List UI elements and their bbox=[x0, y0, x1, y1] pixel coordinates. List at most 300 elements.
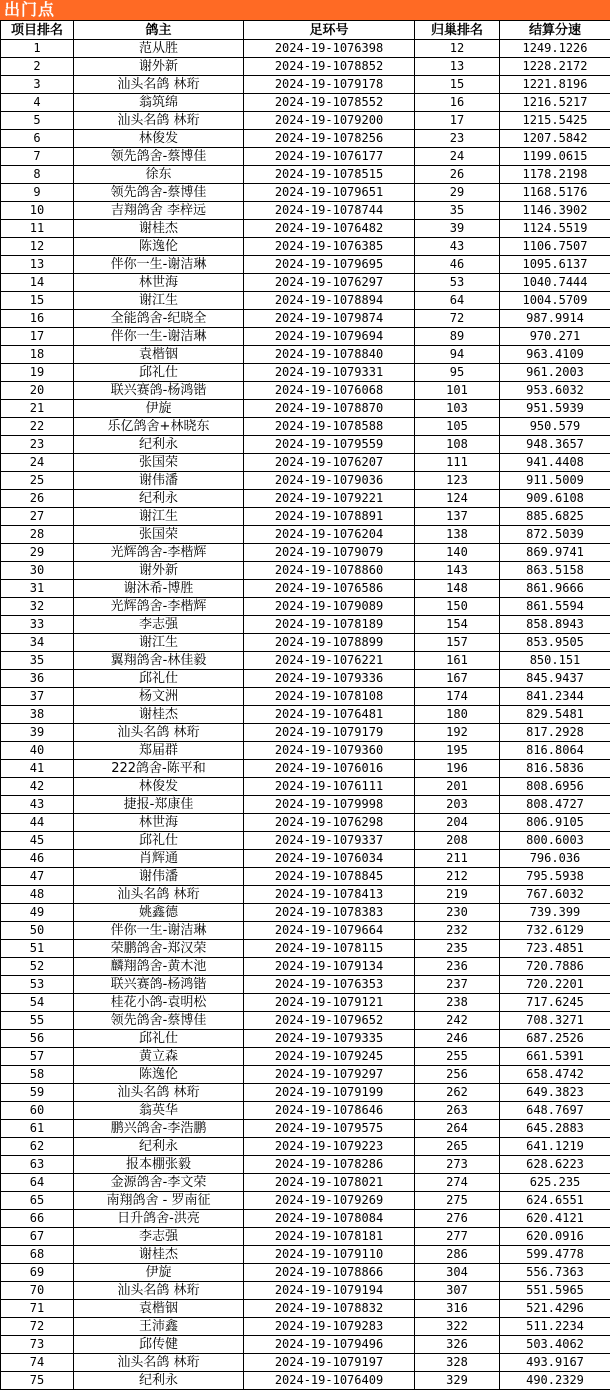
table-row bbox=[1, 940, 610, 958]
return-rank-cell: 265 bbox=[415, 1138, 500, 1156]
return-rank-cell: 180 bbox=[415, 706, 500, 724]
speed-cell: 808.6956 bbox=[500, 778, 610, 796]
table-row bbox=[1, 1354, 610, 1372]
owner-cell: 金源鸽舍-李文荣 bbox=[74, 1174, 244, 1192]
table-row bbox=[1, 778, 610, 796]
header-owner: 鸽主 bbox=[74, 21, 244, 40]
speed-cell: 1228.2172 bbox=[500, 58, 610, 76]
rank-cell: 68 bbox=[1, 1246, 74, 1264]
ring-number-cell: 2024-19-1078413 bbox=[244, 886, 415, 904]
ring-number-cell: 2024-19-1076204 bbox=[244, 526, 415, 544]
owner-cell: 纪利永 bbox=[74, 1138, 244, 1156]
table-row bbox=[1, 1372, 610, 1390]
return-rank-cell: 195 bbox=[415, 742, 500, 760]
table-row bbox=[1, 1030, 610, 1048]
owner-cell: 翼翔鸽舍-林佳毅 bbox=[74, 652, 244, 670]
return-rank-cell: 238 bbox=[415, 994, 500, 1012]
return-rank-cell: 263 bbox=[415, 1102, 500, 1120]
return-rank-cell: 53 bbox=[415, 274, 500, 292]
ring-number-cell: 2024-19-1076221 bbox=[244, 652, 415, 670]
table-row bbox=[1, 76, 610, 94]
speed-cell: 658.4742 bbox=[500, 1066, 610, 1084]
table-row bbox=[1, 436, 610, 454]
return-rank-cell: 236 bbox=[415, 958, 500, 976]
owner-cell: 伊旋 bbox=[74, 400, 244, 418]
ring-number-cell: 2024-19-1079335 bbox=[244, 1030, 415, 1048]
owner-cell: 联兴赛鸽-杨鸿锴 bbox=[74, 382, 244, 400]
rank-cell: 37 bbox=[1, 688, 74, 706]
speed-cell: 1178.2198 bbox=[500, 166, 610, 184]
ring-number-cell: 2024-19-1076111 bbox=[244, 778, 415, 796]
rank-cell: 20 bbox=[1, 382, 74, 400]
rank-cell: 23 bbox=[1, 436, 74, 454]
return-rank-cell: 148 bbox=[415, 580, 500, 598]
ring-number-cell: 2024-19-1078832 bbox=[244, 1300, 415, 1318]
rank-cell: 24 bbox=[1, 454, 74, 472]
speed-cell: 503.4062 bbox=[500, 1336, 610, 1354]
speed-cell: 869.9741 bbox=[500, 544, 610, 562]
table-row bbox=[1, 670, 610, 688]
speed-cell: 620.4121 bbox=[500, 1210, 610, 1228]
ring-number-cell: 2024-19-1076586 bbox=[244, 580, 415, 598]
rank-cell: 17 bbox=[1, 328, 74, 346]
table-row bbox=[1, 454, 610, 472]
rank-cell: 40 bbox=[1, 742, 74, 760]
owner-cell: 黄立森 bbox=[74, 1048, 244, 1066]
owner-cell: 光辉鸽舍-李楷辉 bbox=[74, 598, 244, 616]
ring-number-cell: 2024-19-1079036 bbox=[244, 472, 415, 490]
return-rank-cell: 307 bbox=[415, 1282, 500, 1300]
speed-cell: 1207.5842 bbox=[500, 130, 610, 148]
rank-cell: 59 bbox=[1, 1084, 74, 1102]
rank-cell: 42 bbox=[1, 778, 74, 796]
return-rank-cell: 316 bbox=[415, 1300, 500, 1318]
table-row bbox=[1, 526, 610, 544]
table-row bbox=[1, 544, 610, 562]
ring-number-cell: 2024-19-1076034 bbox=[244, 850, 415, 868]
owner-cell: 李志强 bbox=[74, 1228, 244, 1246]
rank-cell: 38 bbox=[1, 706, 74, 724]
table-row bbox=[1, 706, 610, 724]
table-row bbox=[1, 922, 610, 940]
return-rank-cell: 212 bbox=[415, 868, 500, 886]
owner-cell: 翁筑绵 bbox=[74, 94, 244, 112]
owner-cell: 袁楷铟 bbox=[74, 1300, 244, 1318]
owner-cell: 汕头名鸽 林珩 bbox=[74, 76, 244, 94]
owner-cell: 肖辉通 bbox=[74, 850, 244, 868]
ring-number-cell: 2024-19-1078744 bbox=[244, 202, 415, 220]
owner-cell: 伴你一生-谢洁琳 bbox=[74, 922, 244, 940]
return-rank-cell: 89 bbox=[415, 328, 500, 346]
rank-cell: 9 bbox=[1, 184, 74, 202]
speed-cell: 911.5009 bbox=[500, 472, 610, 490]
owner-cell: 林俊发 bbox=[74, 778, 244, 796]
owner-cell: 桂花小鸽-袁明松 bbox=[74, 994, 244, 1012]
ring-number-cell: 2024-19-1079221 bbox=[244, 490, 415, 508]
rank-cell: 25 bbox=[1, 472, 74, 490]
speed-cell: 861.9666 bbox=[500, 580, 610, 598]
ring-number-cell: 2024-19-1076068 bbox=[244, 382, 415, 400]
return-rank-cell: 277 bbox=[415, 1228, 500, 1246]
table-row bbox=[1, 472, 610, 490]
ring-number-cell: 2024-19-1078552 bbox=[244, 94, 415, 112]
table-row bbox=[1, 958, 610, 976]
return-rank-cell: 204 bbox=[415, 814, 500, 832]
table-row bbox=[1, 418, 610, 436]
speed-cell: 556.7363 bbox=[500, 1264, 610, 1282]
table-row bbox=[1, 1012, 610, 1030]
table-row bbox=[1, 850, 610, 868]
ring-number-cell: 2024-19-1078894 bbox=[244, 292, 415, 310]
return-rank-cell: 211 bbox=[415, 850, 500, 868]
table-row bbox=[1, 1210, 610, 1228]
speed-cell: 829.5481 bbox=[500, 706, 610, 724]
speed-cell: 1124.5519 bbox=[500, 220, 610, 238]
rank-cell: 21 bbox=[1, 400, 74, 418]
owner-cell: 荣鹏鸽舍-郑汉荣 bbox=[74, 940, 244, 958]
owner-cell: 谢沐希-博胜 bbox=[74, 580, 244, 598]
return-rank-cell: 108 bbox=[415, 436, 500, 454]
ring-number-cell: 2024-19-1078286 bbox=[244, 1156, 415, 1174]
owner-cell: 袁楷铟 bbox=[74, 346, 244, 364]
rank-cell: 34 bbox=[1, 634, 74, 652]
speed-cell: 687.2526 bbox=[500, 1030, 610, 1048]
owner-cell: 邱礼仕 bbox=[74, 1030, 244, 1048]
return-rank-cell: 95 bbox=[415, 364, 500, 382]
ring-number-cell: 2024-19-1079695 bbox=[244, 256, 415, 274]
rank-cell: 18 bbox=[1, 346, 74, 364]
owner-cell: 领先鸽舍-蔡博佳 bbox=[74, 184, 244, 202]
rank-cell: 7 bbox=[1, 148, 74, 166]
ring-number-cell: 2024-19-1079110 bbox=[244, 1246, 415, 1264]
owner-cell: 张国荣 bbox=[74, 526, 244, 544]
ring-number-cell: 2024-19-1076409 bbox=[244, 1372, 415, 1390]
ring-number-cell: 2024-19-1079559 bbox=[244, 436, 415, 454]
table-row bbox=[1, 832, 610, 850]
ring-number-cell: 2024-19-1079575 bbox=[244, 1120, 415, 1138]
speed-cell: 649.3823 bbox=[500, 1084, 610, 1102]
owner-cell: 伊旋 bbox=[74, 1264, 244, 1282]
return-rank-cell: 276 bbox=[415, 1210, 500, 1228]
speed-cell: 961.2003 bbox=[500, 364, 610, 382]
table-row bbox=[1, 634, 610, 652]
table-row bbox=[1, 382, 610, 400]
owner-cell: 姚鑫德 bbox=[74, 904, 244, 922]
speed-cell: 739.399 bbox=[500, 904, 610, 922]
speed-cell: 723.4851 bbox=[500, 940, 610, 958]
owner-cell: 王沛鑫 bbox=[74, 1318, 244, 1336]
table-row bbox=[1, 1282, 610, 1300]
ring-number-cell: 2024-19-1079197 bbox=[244, 1354, 415, 1372]
rank-cell: 73 bbox=[1, 1336, 74, 1354]
header-ring-number: 足环号 bbox=[244, 21, 415, 40]
return-rank-cell: 150 bbox=[415, 598, 500, 616]
speed-cell: 861.5594 bbox=[500, 598, 610, 616]
rank-cell: 72 bbox=[1, 1318, 74, 1336]
return-rank-cell: 219 bbox=[415, 886, 500, 904]
return-rank-cell: 13 bbox=[415, 58, 500, 76]
rank-cell: 39 bbox=[1, 724, 74, 742]
speed-cell: 511.2234 bbox=[500, 1318, 610, 1336]
speed-cell: 1106.7507 bbox=[500, 238, 610, 256]
return-rank-cell: 161 bbox=[415, 652, 500, 670]
table-row bbox=[1, 616, 610, 634]
return-rank-cell: 230 bbox=[415, 904, 500, 922]
rank-cell: 57 bbox=[1, 1048, 74, 1066]
owner-cell: 谢桂杰 bbox=[74, 706, 244, 724]
table-row bbox=[1, 148, 610, 166]
speed-cell: 872.5039 bbox=[500, 526, 610, 544]
ring-number-cell: 2024-19-1078899 bbox=[244, 634, 415, 652]
speed-cell: 987.9914 bbox=[500, 310, 610, 328]
ring-number-cell: 2024-19-1079496 bbox=[244, 1336, 415, 1354]
owner-cell: 伴你一生-谢洁琳 bbox=[74, 256, 244, 274]
header-row bbox=[1, 21, 610, 40]
owner-cell: 徐东 bbox=[74, 166, 244, 184]
owner-cell: 222鸽舍-陈平和 bbox=[74, 760, 244, 778]
ring-number-cell: 2024-19-1079336 bbox=[244, 670, 415, 688]
header-rank: 项目排名 bbox=[1, 21, 74, 40]
speed-cell: 1216.5217 bbox=[500, 94, 610, 112]
table-row bbox=[1, 256, 610, 274]
table-row bbox=[1, 130, 610, 148]
rank-cell: 1 bbox=[1, 40, 74, 58]
return-rank-cell: 105 bbox=[415, 418, 500, 436]
speed-cell: 909.6108 bbox=[500, 490, 610, 508]
ring-number-cell: 2024-19-1078256 bbox=[244, 130, 415, 148]
speed-cell: 717.6245 bbox=[500, 994, 610, 1012]
table-row bbox=[1, 724, 610, 742]
table-row bbox=[1, 994, 610, 1012]
rank-cell: 11 bbox=[1, 220, 74, 238]
return-rank-cell: 103 bbox=[415, 400, 500, 418]
return-rank-cell: 43 bbox=[415, 238, 500, 256]
owner-cell: 麟翔鸽舍-黄木池 bbox=[74, 958, 244, 976]
owner-cell: 汕头名鸽 林珩 bbox=[74, 1084, 244, 1102]
rank-cell: 32 bbox=[1, 598, 74, 616]
ring-number-cell: 2024-19-1079134 bbox=[244, 958, 415, 976]
ring-number-cell: 2024-19-1076177 bbox=[244, 148, 415, 166]
speed-cell: 645.2883 bbox=[500, 1120, 610, 1138]
ring-number-cell: 2024-19-1079694 bbox=[244, 328, 415, 346]
owner-cell: 翁英华 bbox=[74, 1102, 244, 1120]
owner-cell: 南翔鸽舍 - 罗南征 bbox=[74, 1192, 244, 1210]
rank-cell: 31 bbox=[1, 580, 74, 598]
table-row bbox=[1, 238, 610, 256]
rank-cell: 35 bbox=[1, 652, 74, 670]
rank-cell: 22 bbox=[1, 418, 74, 436]
rank-cell: 28 bbox=[1, 526, 74, 544]
ring-number-cell: 2024-19-1076482 bbox=[244, 220, 415, 238]
rank-cell: 5 bbox=[1, 112, 74, 130]
rank-cell: 4 bbox=[1, 94, 74, 112]
speed-cell: 853.9505 bbox=[500, 634, 610, 652]
speed-cell: 641.1219 bbox=[500, 1138, 610, 1156]
rank-cell: 6 bbox=[1, 130, 74, 148]
owner-cell: 邱礼仕 bbox=[74, 670, 244, 688]
ring-number-cell: 2024-19-1076385 bbox=[244, 238, 415, 256]
return-rank-cell: 328 bbox=[415, 1354, 500, 1372]
speed-cell: 1040.7444 bbox=[500, 274, 610, 292]
rank-cell: 52 bbox=[1, 958, 74, 976]
return-rank-cell: 16 bbox=[415, 94, 500, 112]
return-rank-cell: 235 bbox=[415, 940, 500, 958]
return-rank-cell: 137 bbox=[415, 508, 500, 526]
owner-cell: 杨文洲 bbox=[74, 688, 244, 706]
ring-number-cell: 2024-19-1078084 bbox=[244, 1210, 415, 1228]
table-row bbox=[1, 1318, 610, 1336]
rank-cell: 53 bbox=[1, 976, 74, 994]
return-rank-cell: 322 bbox=[415, 1318, 500, 1336]
table-row bbox=[1, 346, 610, 364]
rank-cell: 29 bbox=[1, 544, 74, 562]
ring-number-cell: 2024-19-1079269 bbox=[244, 1192, 415, 1210]
ring-number-cell: 2024-19-1078181 bbox=[244, 1228, 415, 1246]
table-row bbox=[1, 742, 610, 760]
return-rank-cell: 237 bbox=[415, 976, 500, 994]
return-rank-cell: 15 bbox=[415, 76, 500, 94]
return-rank-cell: 35 bbox=[415, 202, 500, 220]
rank-cell: 13 bbox=[1, 256, 74, 274]
owner-cell: 伴你一生-谢洁琳 bbox=[74, 328, 244, 346]
table-row bbox=[1, 166, 610, 184]
rank-cell: 65 bbox=[1, 1192, 74, 1210]
speed-cell: 863.5158 bbox=[500, 562, 610, 580]
table-row bbox=[1, 310, 610, 328]
ring-number-cell: 2024-19-1079179 bbox=[244, 724, 415, 742]
rank-cell: 54 bbox=[1, 994, 74, 1012]
table-row bbox=[1, 976, 610, 994]
owner-cell: 纪利永 bbox=[74, 1372, 244, 1390]
ring-number-cell: 2024-19-1079297 bbox=[244, 1066, 415, 1084]
return-rank-cell: 72 bbox=[415, 310, 500, 328]
rank-cell: 46 bbox=[1, 850, 74, 868]
rank-cell: 64 bbox=[1, 1174, 74, 1192]
rank-cell: 55 bbox=[1, 1012, 74, 1030]
table-row bbox=[1, 886, 610, 904]
speed-cell: 490.2329 bbox=[500, 1372, 610, 1390]
speed-cell: 963.4109 bbox=[500, 346, 610, 364]
return-rank-cell: 273 bbox=[415, 1156, 500, 1174]
owner-cell: 光辉鸽舍-李楷辉 bbox=[74, 544, 244, 562]
speed-cell: 620.0916 bbox=[500, 1228, 610, 1246]
ring-number-cell: 2024-19-1076353 bbox=[244, 976, 415, 994]
speed-cell: 493.9167 bbox=[500, 1354, 610, 1372]
rank-cell: 75 bbox=[1, 1372, 74, 1390]
ring-number-cell: 2024-19-1078870 bbox=[244, 400, 415, 418]
table-row bbox=[1, 40, 610, 58]
table-row bbox=[1, 490, 610, 508]
ring-number-cell: 2024-19-1079121 bbox=[244, 994, 415, 1012]
owner-cell: 郑届群 bbox=[74, 742, 244, 760]
ring-number-cell: 2024-19-1079651 bbox=[244, 184, 415, 202]
return-rank-cell: 157 bbox=[415, 634, 500, 652]
speed-cell: 720.2201 bbox=[500, 976, 610, 994]
owner-cell: 陈逸伦 bbox=[74, 238, 244, 256]
return-rank-cell: 326 bbox=[415, 1336, 500, 1354]
speed-cell: 795.5938 bbox=[500, 868, 610, 886]
owner-cell: 谢外新 bbox=[74, 562, 244, 580]
owner-cell: 谢江生 bbox=[74, 634, 244, 652]
speed-cell: 1168.5176 bbox=[500, 184, 610, 202]
ring-number-cell: 2024-19-1076298 bbox=[244, 814, 415, 832]
ring-number-cell: 2024-19-1079079 bbox=[244, 544, 415, 562]
table-row bbox=[1, 400, 610, 418]
rank-cell: 58 bbox=[1, 1066, 74, 1084]
speed-cell: 1249.1226 bbox=[500, 40, 610, 58]
return-rank-cell: 138 bbox=[415, 526, 500, 544]
table-row bbox=[1, 580, 610, 598]
ring-number-cell: 2024-19-1079360 bbox=[244, 742, 415, 760]
table-row bbox=[1, 1264, 610, 1282]
speed-cell: 858.8943 bbox=[500, 616, 610, 634]
return-rank-cell: 242 bbox=[415, 1012, 500, 1030]
rank-cell: 43 bbox=[1, 796, 74, 814]
ring-number-cell: 2024-19-1079664 bbox=[244, 922, 415, 940]
header-return-rank: 归巢排名 bbox=[415, 21, 500, 40]
table-row bbox=[1, 202, 610, 220]
rank-cell: 63 bbox=[1, 1156, 74, 1174]
owner-cell: 报本棚张毅 bbox=[74, 1156, 244, 1174]
rank-cell: 61 bbox=[1, 1120, 74, 1138]
rank-cell: 47 bbox=[1, 868, 74, 886]
owner-cell: 邱传健 bbox=[74, 1336, 244, 1354]
sheet-title: 出门点 bbox=[0, 0, 610, 20]
owner-cell: 汕头名鸽 林珩 bbox=[74, 1282, 244, 1300]
owner-cell: 谢外新 bbox=[74, 58, 244, 76]
owner-cell: 汕头名鸽 林珩 bbox=[74, 724, 244, 742]
speed-cell: 796.036 bbox=[500, 850, 610, 868]
ring-number-cell: 2024-19-1076297 bbox=[244, 274, 415, 292]
owner-cell: 汕头名鸽 林珩 bbox=[74, 112, 244, 130]
speed-cell: 800.6003 bbox=[500, 832, 610, 850]
speed-cell: 841.2344 bbox=[500, 688, 610, 706]
table-row bbox=[1, 1246, 610, 1264]
ring-number-cell: 2024-19-1079283 bbox=[244, 1318, 415, 1336]
return-rank-cell: 196 bbox=[415, 760, 500, 778]
return-rank-cell: 64 bbox=[415, 292, 500, 310]
ring-number-cell: 2024-19-1079200 bbox=[244, 112, 415, 130]
return-rank-cell: 24 bbox=[415, 148, 500, 166]
owner-cell: 林世海 bbox=[74, 814, 244, 832]
rank-cell: 66 bbox=[1, 1210, 74, 1228]
table-row bbox=[1, 1174, 610, 1192]
owner-cell: 李志强 bbox=[74, 616, 244, 634]
speed-cell: 970.271 bbox=[500, 328, 610, 346]
rank-cell: 8 bbox=[1, 166, 74, 184]
ring-number-cell: 2024-19-1079998 bbox=[244, 796, 415, 814]
return-rank-cell: 329 bbox=[415, 1372, 500, 1390]
table-row bbox=[1, 1156, 610, 1174]
speed-cell: 1221.8196 bbox=[500, 76, 610, 94]
rank-cell: 60 bbox=[1, 1102, 74, 1120]
speed-cell: 708.3271 bbox=[500, 1012, 610, 1030]
speed-cell: 732.6129 bbox=[500, 922, 610, 940]
table-row bbox=[1, 112, 610, 130]
owner-cell: 全能鸽舍-纪晓全 bbox=[74, 310, 244, 328]
table-row bbox=[1, 868, 610, 886]
return-rank-cell: 46 bbox=[415, 256, 500, 274]
rank-cell: 14 bbox=[1, 274, 74, 292]
ring-number-cell: 2024-19-1079199 bbox=[244, 1084, 415, 1102]
owner-cell: 谢伟潘 bbox=[74, 868, 244, 886]
ring-number-cell: 2024-19-1078891 bbox=[244, 508, 415, 526]
return-rank-cell: 167 bbox=[415, 670, 500, 688]
owner-cell: 日升鸽舍-洪亮 bbox=[74, 1210, 244, 1228]
ring-number-cell: 2024-19-1079331 bbox=[244, 364, 415, 382]
ring-number-cell: 2024-19-1078845 bbox=[244, 868, 415, 886]
ring-number-cell: 2024-19-1076016 bbox=[244, 760, 415, 778]
